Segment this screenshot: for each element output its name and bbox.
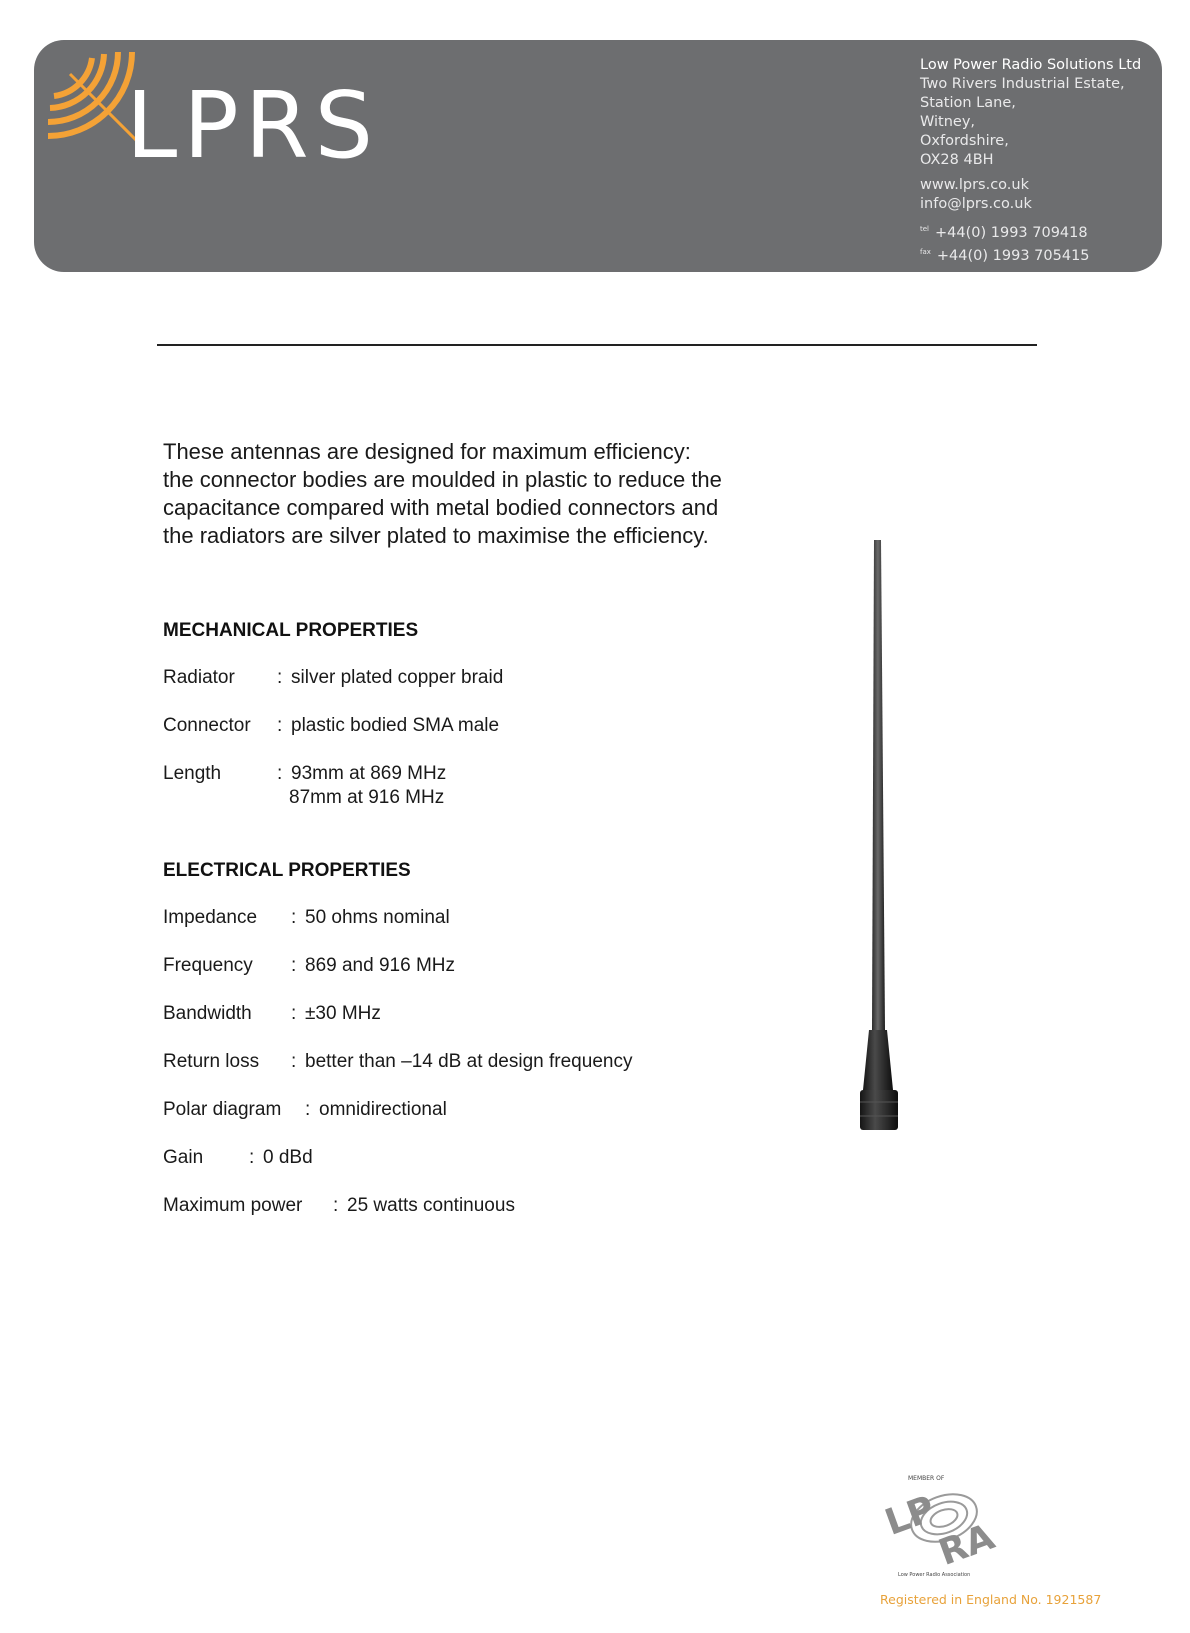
fax-label: fax <box>920 247 931 256</box>
property-value: 25 watts continuous <box>347 1195 515 1216</box>
fax <box>920 243 1158 266</box>
property-label: Maximum power <box>163 1195 303 1216</box>
address-line: Station Lane, <box>920 95 1016 111</box>
intro-paragraph <box>163 438 803 550</box>
address-line: Oxfordshire, <box>920 133 1009 149</box>
property-label: Length <box>163 763 222 784</box>
lpra-name: Low Power Radio Association <box>898 1572 971 1578</box>
property-value: omnidirectional <box>319 1099 447 1120</box>
company-name: Low Power Radio Solutions Ltd <box>920 57 1142 73</box>
property-value: ±30 MHz <box>305 1003 381 1024</box>
telephone <box>920 220 1158 243</box>
property-label: Polar diagram <box>163 1099 282 1120</box>
email-link[interactable]: info@lprs.co.uk <box>920 196 1032 212</box>
tel-number: +44(0) 1993 709418 <box>935 224 1088 241</box>
mechanical-heading: MECHANICAL PROPERTIES <box>163 620 419 641</box>
property-value: 0 dBd <box>263 1147 313 1168</box>
website-link[interactable]: www.lprs.co.uk <box>920 177 1029 193</box>
property-value-secondary: 87mm at 916 MHz <box>289 787 445 808</box>
property-label: Return loss <box>163 1051 260 1072</box>
property-value: 50 ohms nominal <box>305 907 450 928</box>
address-line: Witney, <box>920 114 976 130</box>
electrical-heading: ELECTRICAL PROPERTIES <box>163 860 411 881</box>
horizontal-divider <box>157 344 1037 346</box>
registration-number: Registered in England No. 1921587 <box>880 1592 1102 1607</box>
address-line: OX28 4BH <box>920 152 994 168</box>
property-value: plastic bodied SMA male <box>291 715 500 736</box>
property-label: Frequency <box>163 955 253 976</box>
lpra-logo-icon <box>878 1470 1008 1580</box>
company-contact <box>920 56 1158 266</box>
member-of-label: MEMBER OF <box>908 1475 945 1482</box>
property-value: 93mm at 869 MHz <box>291 763 447 784</box>
intro-line: These antennas are designed for maximum efficiency: <box>163 439 691 464</box>
property-label: Radiator <box>163 667 235 688</box>
intro-line: the connector bodies are moulded in plastic to reduce the <box>163 467 722 492</box>
property-label: Gain <box>163 1147 204 1168</box>
property-label: Impedance <box>163 907 258 928</box>
fax-number: +44(0) 1993 705415 <box>936 247 1090 264</box>
property-label: Bandwidth <box>163 1003 252 1024</box>
intro-line: the radiators are silver plated to maximise the efficiency. <box>163 523 709 548</box>
svg-text:RA: RA <box>933 1516 1000 1575</box>
property-value: better than –14 dB at design frequency <box>305 1051 633 1072</box>
address-line: Two Rivers Industrial Estate, <box>920 76 1125 92</box>
property-label: Connector <box>163 715 251 736</box>
property-value: silver plated copper braid <box>291 667 504 688</box>
antenna-image <box>856 540 906 1140</box>
header-banner <box>34 40 1162 272</box>
property-value: 869 and 916 MHz <box>305 955 455 976</box>
svg-text:LP: LP <box>879 1488 941 1544</box>
intro-line: capacitance compared with metal bodied connectors and <box>163 495 719 520</box>
tel-label: tel <box>920 225 929 233</box>
company-logo-text: LPRS <box>126 72 380 179</box>
